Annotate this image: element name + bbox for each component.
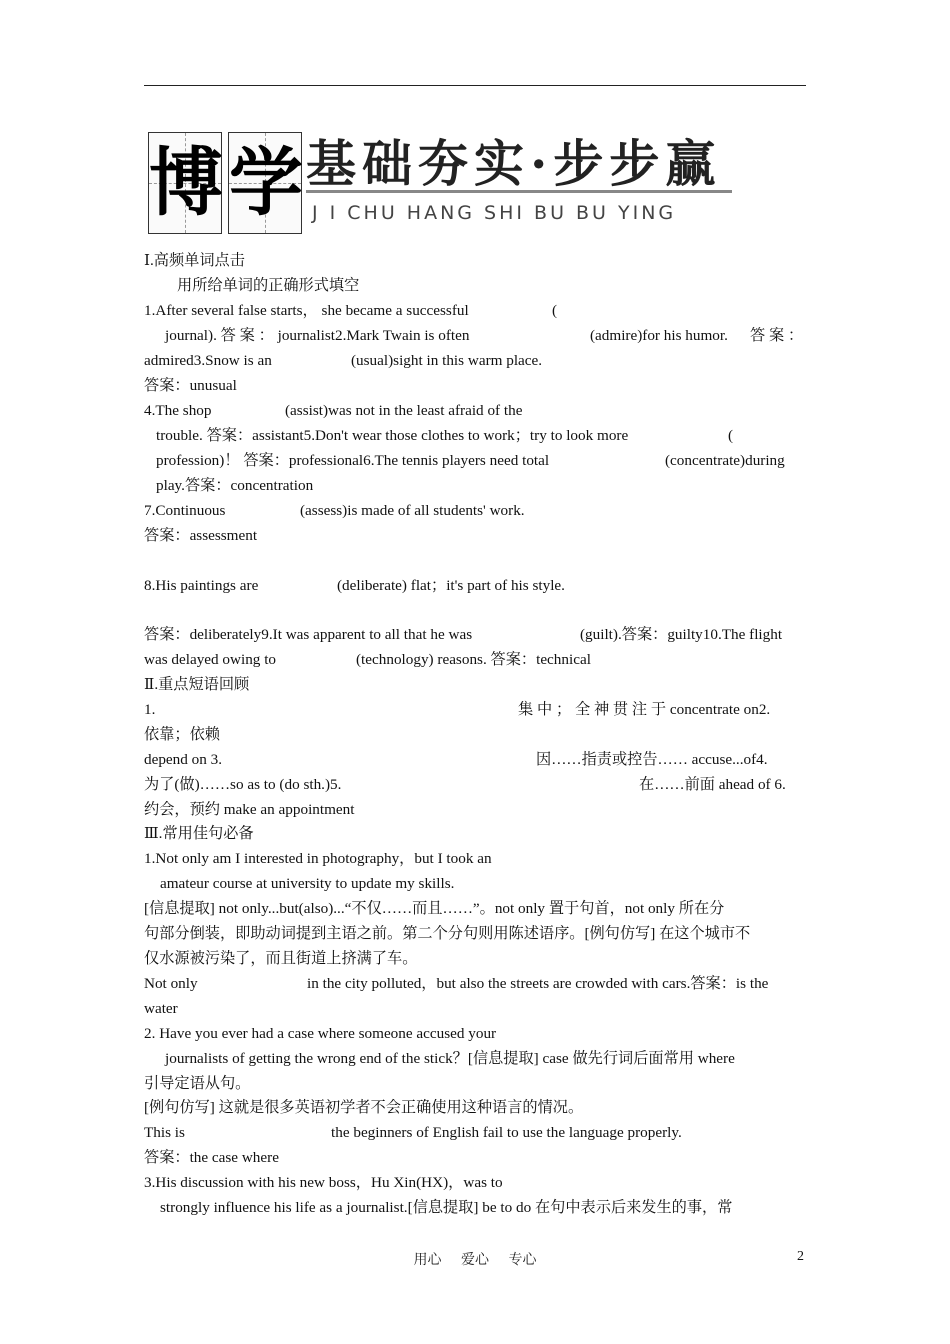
text-line: 答案：deliberately9.It was apparent to all that he was (144, 626, 473, 643)
text-line: journalists of getting the wrong end of the stick？[信息提取] case 做先行词后面常用 where (165, 1050, 735, 1067)
section-banner (148, 132, 734, 234)
text-line: 引导定语从句。 (144, 1075, 251, 1092)
text-line: strongly influence his life as a journalist.[信息提取] be to do 在句中表示后来发生的事，常 (160, 1199, 733, 1216)
text-line: 8.His paintings are (144, 577, 259, 594)
text-line: depend on 3. (144, 751, 223, 768)
text-fragment: the beginners of English fail to use the language properly. (331, 1124, 682, 1141)
text-fragment: 答 案 ： (750, 327, 804, 344)
text-line: 4.The shop (144, 402, 212, 419)
banner-tile-1 (148, 132, 222, 234)
answer-line: play.答案：concentration (156, 477, 314, 494)
text-fragment: (technology) reasons. 答案：technical (356, 651, 591, 668)
footer-text-3: 专心 (508, 1253, 537, 1268)
text-fragment: 在……前面 ahead of 6. (639, 776, 786, 793)
text-line: 依靠；依赖 (144, 726, 220, 743)
text-line: admired3.Snow is an (144, 352, 272, 369)
text-line: 1.After several false starts， she became a successful (144, 302, 469, 319)
section-heading-1: Ⅰ.高频单词点击 (144, 252, 245, 269)
text-line: Not only (144, 975, 198, 992)
answer-line: 答案：the case where (144, 1149, 279, 1166)
text-fragment: 集 中 ； 全 神 贯 注 于 concentrate on2. (518, 701, 771, 718)
page-footer (0, 1249, 950, 1269)
text-line: This is (144, 1124, 185, 1141)
text-fragment: 因……指责或控告…… accuse...of4. (536, 751, 768, 768)
footer-text-1: 用心 (413, 1253, 442, 1268)
text-line: 1. (144, 701, 156, 718)
text-line: was delayed owing to (144, 651, 277, 668)
text-fragment: (usual)sight in this warm place. (351, 352, 543, 369)
header-rule (144, 85, 806, 86)
section-heading-3: Ⅲ.常用佳句必备 (144, 825, 254, 842)
section-heading-2: Ⅱ.重点短语回顾 (144, 676, 250, 693)
page-number: 2 (797, 1249, 804, 1264)
text-line: 3.His discussion with his new boss，Hu Xin(HX)，was to (144, 1174, 503, 1191)
banner-underline (306, 190, 732, 193)
text-line: amateur course at university to update my skills. (160, 875, 455, 892)
banner-char-2: 学 (229, 140, 303, 226)
banner-title: 基础夯实·步步赢 (306, 134, 722, 193)
text-fragment: (admire)for his humor. (590, 327, 728, 344)
text-fragment: (concentrate)during (665, 452, 785, 469)
text-line: trouble. 答案：assistant5.Don't wear those clothes to work；try to look more (156, 427, 629, 444)
text-fragment: (assess)is made of all students' work. (300, 502, 525, 519)
text-line: [信息提取] not only...but(also)...“不仅……而且……”。not only 置于句首，not only 所在分 (144, 900, 725, 917)
answer-line: 答案：assessment (144, 527, 258, 544)
instruction: 用所给单词的正确形式填空 (177, 277, 360, 294)
text-fragment: (assist)was not in the least afraid of the (285, 402, 523, 419)
text-fragment: ( (728, 427, 734, 444)
text-line: profession)！ 答案：professional6.The tennis players need total (156, 452, 550, 469)
banner-tile-2 (228, 132, 302, 234)
banner-pinyin: J I CHU HANG SHI BU BU YING (312, 202, 677, 224)
banner-char-1: 博 (149, 140, 223, 226)
text-line: 2. Have you ever had a case where someone accused your (144, 1025, 497, 1042)
text-fragment: in the city polluted，but also the streets are crowded with cars.答案：is the (307, 975, 769, 992)
text-fragment: (deliberate) flat；it's part of his style. (337, 577, 565, 594)
text-line: [例句仿写] 这就是很多英语初学者不会正确使用这种语言的情况。 (144, 1099, 584, 1116)
text-line: 为了(做)……so as to (do sth.)5. (144, 776, 342, 793)
text-fragment: ( (552, 302, 558, 319)
text-line: 1.Not only am I interested in photography，but I took an (144, 850, 492, 867)
text-line: 仅水源被污染了，而且街道上挤满了车。 (144, 950, 418, 967)
footer-text-2: 爱心 (461, 1253, 489, 1268)
text-line: 句部分倒装，即助动词提到主语之前。第二个分句则用陈述语序。[例句仿写] 在这个城市不 (144, 925, 751, 942)
text-line: journal). 答 案 ： journalist2.Mark Twain is often (165, 327, 470, 344)
answer-line: 答案：unusual (144, 377, 237, 394)
text-fragment: (guilt).答案：guilty10.The flight (580, 626, 783, 643)
text-line: 约会，预约 make an appointment (144, 801, 355, 818)
text-line: water (144, 1000, 178, 1017)
text-line: 7.Continuous (144, 502, 226, 519)
